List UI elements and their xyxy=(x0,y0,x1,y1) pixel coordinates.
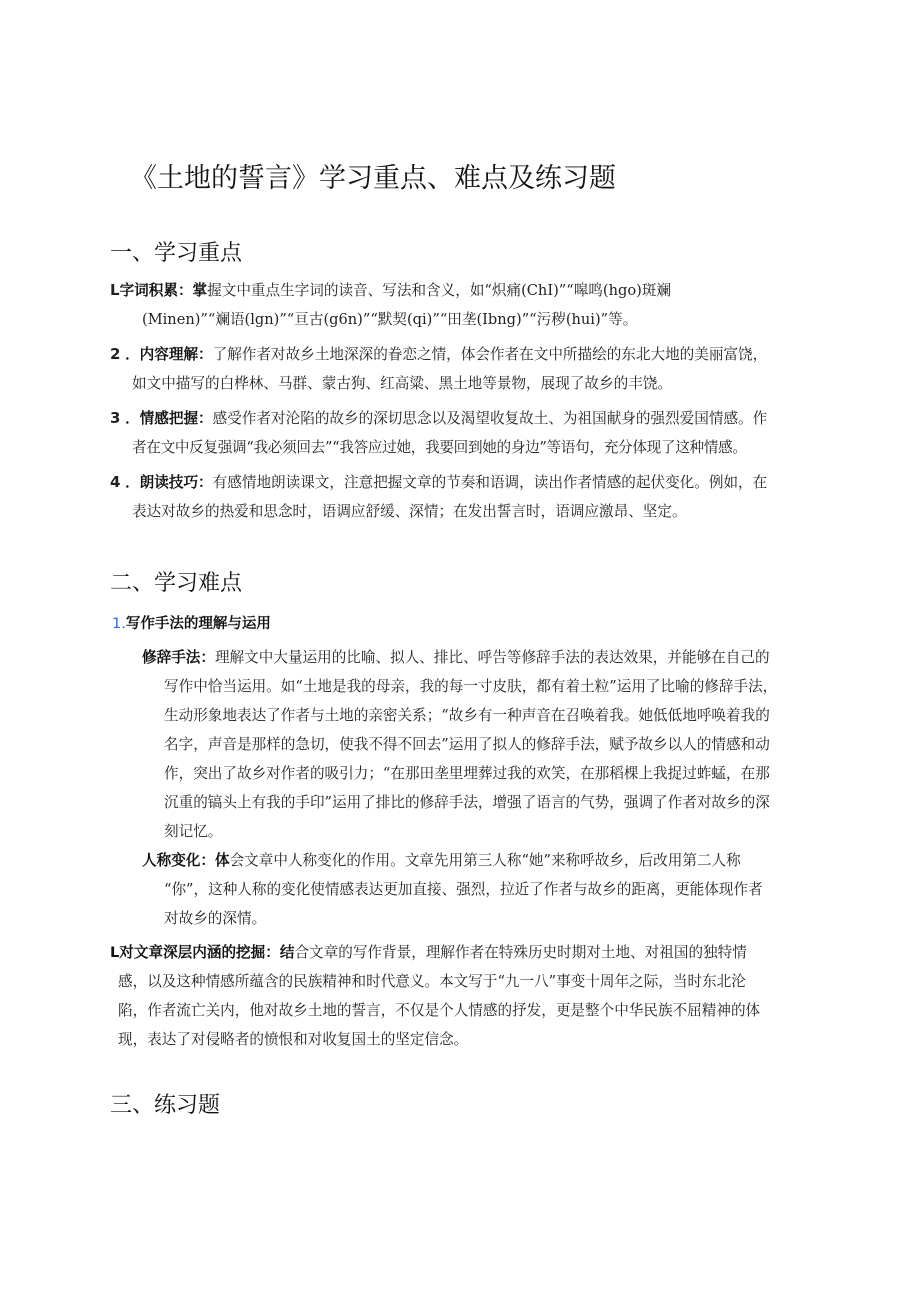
paragraph-label: 修辞手法： xyxy=(142,649,215,666)
paragraph-line: 名字，声音是那样的急切，使我不得不回去”运用了拟人的修辞手法，赋予故乡以人的情感和动 xyxy=(164,736,770,753)
item-number: L xyxy=(110,281,120,299)
section-heading-difficulties: 二、学习难点 xyxy=(110,571,243,596)
list-item xyxy=(110,276,830,334)
paragraph-line: 合文章的写作背景，理解作者在特殊历史时期对土地、对祖国的独特情 xyxy=(294,944,747,961)
paragraph-line: 对故乡的深情。 xyxy=(164,910,267,927)
paragraph-line: 刻记忆。 xyxy=(164,823,223,840)
paragraph-person-change xyxy=(142,846,822,933)
paragraph-label: 人称变化：体 xyxy=(142,852,230,869)
item-label: ．朗读技巧： xyxy=(125,474,213,491)
paragraph-line: “你”，这种人称的变化使情感表达更加直接、强烈，拉近了作者与故乡的距离，更能体现作者 xyxy=(164,881,763,898)
paragraph-line: 现，表达了对侵略者的愤恨和对收复国土的坚定信念。 xyxy=(118,1031,469,1048)
paragraph-label: L对文章深层内涵的挖掘：结 xyxy=(110,944,295,961)
item-text-continued: (Minen)”“斓语(lgn)”“亘古(g6n)”“默契(qi)”“田垄(Ibng)”“污秽(hui)”等。 xyxy=(142,311,638,328)
paragraph-line: 会文章中人称变化的作用。文章先用第三人称“她”来称呼故乡，后改用第二人称 xyxy=(229,852,741,869)
subheading-writing-techniques xyxy=(112,612,271,633)
paragraph-rhetoric xyxy=(142,643,822,846)
paragraph-deep-meaning xyxy=(110,938,830,1054)
page-title: 《土地的誓言》学习重点、难点及练习题 xyxy=(130,163,616,194)
item-text-continued: 者在文中反复强调“我必须回去”“我答应过她，我要回到她的身边”等语句，充分体现了这种情感。 xyxy=(132,439,747,456)
list-item xyxy=(110,404,830,462)
item-label: 字词积累：掌 xyxy=(119,282,208,299)
subheading-label: 写作手法的理解与运用 xyxy=(125,616,271,632)
item-label: ．内容理解： xyxy=(125,346,213,363)
item-text-continued: 表达对故乡的热爱和思念时，语调应舒缓、深情；在发出誓言时，语调应激昂、坚定。 xyxy=(132,503,687,520)
item-text: 了解作者对故乡土地深深的眷恋之情，体会作者在文中所描绘的东北大地的美丽富饶， xyxy=(212,346,768,363)
item-number: 4 xyxy=(110,473,121,491)
paragraph-line: 感，以及这种情感所蕴含的民族精神和时代意义。本文写于“九一八”事变十周年之际，当时东北沦 xyxy=(118,973,746,990)
subheading-number: 1. xyxy=(112,616,126,632)
paragraph-line: 写作中恰当运用。如“土地是我的母亲，我的每一寸皮肤，都有着土粒”运用了比喻的修辞手法， xyxy=(164,678,778,695)
item-text: 感受作者对沦陷的故乡的深切思念以及渴望收复故土、为祖国献身的强烈爱国情感。作 xyxy=(212,410,768,427)
paragraph-line: 沉重的镐头上有我的手印”运用了排比的修辞手法，增强了语言的气势，强调了作者对故乡的深 xyxy=(164,794,770,811)
paragraph-line: 理解文中大量运用的比喻、拟人、排比、呼告等修辞手法的表达效果，并能够在自己的 xyxy=(214,649,770,666)
section-heading-exercises: 三、练习题 xyxy=(110,1093,221,1118)
item-text: 有感情地朗读课文，注意把握文章的节奏和语调，读出作者情感的起伏变化。例如，在 xyxy=(212,474,768,491)
item-label: ．情感把握： xyxy=(125,410,213,427)
list-item xyxy=(110,468,830,526)
paragraph-line: 作，突出了故乡对作者的吸引力；“在那田垄里埋葬过我的欢笑，在那稻棵上我捉过蚱蜢，在那 xyxy=(164,765,770,782)
item-number: 2 xyxy=(110,345,121,363)
item-text-continued: 如文中描写的白桦林、马群、蒙古狗、红高粱、黑土地等景物，展现了故乡的丰饶。 xyxy=(132,375,672,392)
item-text: 握文中重点生字词的读音、写法和含义，如“炽痛(ChI)”“嗥鸣(hgo)斑斓 xyxy=(207,282,672,299)
list-item xyxy=(110,340,830,398)
paragraph-line: 陷，作者流亡关内，他对故乡土地的誓言，不仅是个人情感的抒发，更是整个中华民族不屈精神的体 xyxy=(118,1002,761,1019)
item-number: 3 xyxy=(110,409,121,427)
paragraph-line: 生动形象地表达了作者与土地的亲密关系；“故乡有一种声音在召唤着我。她低低地呼唤着我的 xyxy=(164,707,770,724)
section-heading-key-points: 一、学习重点 xyxy=(110,241,243,266)
